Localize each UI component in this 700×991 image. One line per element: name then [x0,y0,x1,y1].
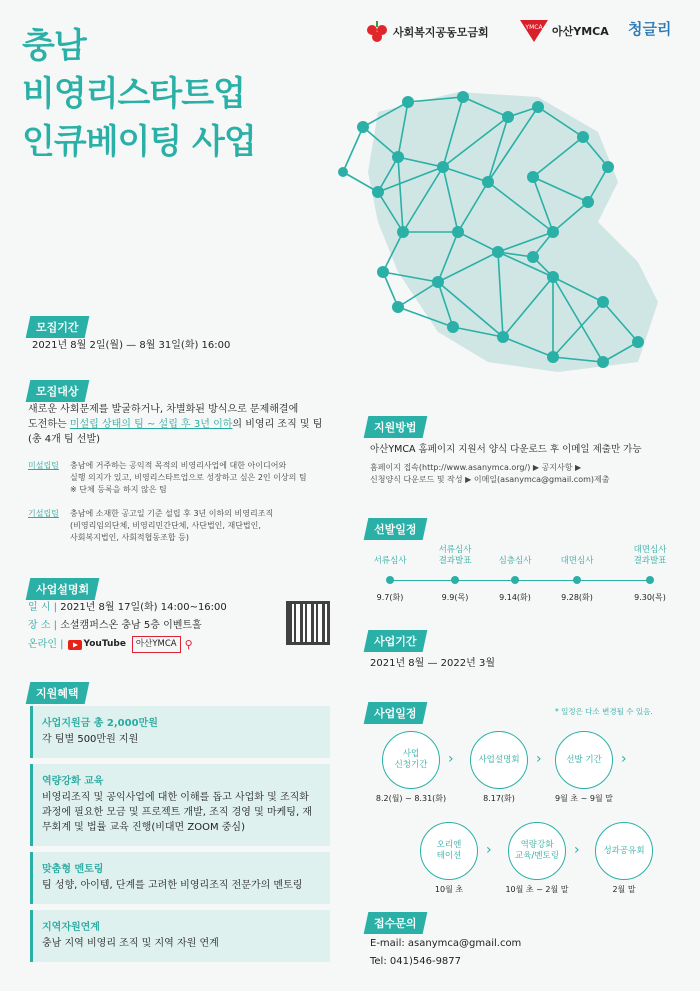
logo-chest-text: 사회복지공동모금회 [393,26,489,39]
selection-step-date: 9.30(목) [634,593,666,602]
logo-community-chest [366,20,489,44]
briefing-place-row: 장 소 | 소셜캠퍼스온 충남 5층 이벤트홀 [28,620,202,631]
benefit-box-1: 사업지원금 총 2,000만원 각 팀별 500만원 지원 [30,706,330,758]
page-title-line2: 비영리스타트업 [22,74,245,114]
chevron-right-icon: › [486,842,492,858]
schedule-step-circle: 성과공유회 [595,822,653,880]
schedule-step-circle: 오리엔 테이션 [420,822,478,880]
logo-cheong [628,18,671,39]
selection-step-dot [511,576,519,584]
selection-step-date: 9.9(목) [441,593,469,602]
schedule-step-date: 10월 초 ~ 2월 말 [505,885,569,894]
ymca-triangle-icon [520,20,548,42]
recruit-period-tag: 모집기간 [28,316,87,338]
selection-step-label: 심층심사 [498,556,532,566]
selection-step-label: 서류심사 [373,556,407,566]
apply-text: 아산YMCA 홈페이지 지원서 양식 다운로드 후 이메일 제출만 가능 [370,444,642,455]
selection-step-dot [451,576,459,584]
schedule-step-circle: 선발 기간 [555,731,613,789]
benefit-box-2: 역량강화 교육 비영리조직 및 공익사업에 대한 이해를 돕고 사업화 및 조직화 과정에 필요한 모금 및 프로젝트 개발, 조직 경영 및 마케팅, 재무회계 및 법률 교육 진행(비대면 ZOOM 중심) [30,764,330,846]
recruit-target-tag: 모집대상 [28,380,87,402]
apply-tag: 지원방법 [366,416,425,438]
schedule-step-date: 9월 초 ~ 9월 말 [555,794,613,803]
period-text: 2021년 8월 — 2022년 3월 [370,658,495,669]
selection-step-date: 9.14(화) [499,593,531,602]
pre-team-text: 충남에 거주하는 공익적 목적의 비영리사업에 대한 아이디어와 실행 의지가 있고, 비영리스타트업으로 성장하고 싶은 2인 이상의 팀 ※ 단체 등록을 하지 않은 팀 [70,461,307,494]
selection-step-label: 대면심사 결과발표 [633,545,667,566]
ymca-badge-text: YMCA [525,24,543,31]
briefing-online-row: 온라인 | YouTube 아산YMCA ⚲ [28,638,193,651]
search-box[interactable]: 아산YMCA [132,636,181,653]
schedule-step-circle: 사업 신청기간 [382,731,440,789]
benefit-box-4: 지역자원연계 충남 지역 비영리 조직 및 지역 자원 연계 [30,910,330,962]
fruit-icon [366,20,388,44]
benefits-tag: 지원혜택 [28,682,87,704]
search-icon[interactable]: ⚲ [184,638,193,651]
selection-tag: 선발일정 [366,518,425,540]
selection-step-label: 대면심사 [560,556,594,566]
contact-tag: 접수문의 [366,912,425,934]
recruit-target-desc: 새로운 사회문제를 발굴하거나, 차별화된 방식으로 문제해결에 도전하는 미설립 상태의 팀 ~ 설립 후 3년 이하의 비영리 조직 및 팀 (총 4개 팀 선발) [28,404,323,445]
pre-team-label: 미설립팀 [28,461,59,470]
chevron-right-icon: › [536,751,542,767]
contact-tel: Tel: 041)546-9877 [370,956,462,967]
schedule-step-date: 10월 초 [434,885,464,894]
logo-ymca [520,20,609,42]
youtube-icon [68,640,82,650]
selection-step-dot [386,576,394,584]
schedule-step-circle: 사업설명회 [470,731,528,789]
youtube-logo[interactable]: YouTube [68,637,126,652]
schedule-tag: 사업일정 [366,702,425,724]
period-tag: 사업기간 [366,630,425,652]
page-title-line3: 인큐베이팅 사업 [22,122,256,162]
schedule-step-circle: 역량강화 교육/멘토링 [508,822,566,880]
page-title-line1: 충남 [22,26,86,66]
logo-cheong-text: 청글리 [628,20,672,38]
briefing-tag: 사업설명회 [28,578,97,600]
selection-step-dot [573,576,581,584]
recruit-period-text: 2021년 8월 2일(월) — 8월 31일(화) 16:00 [32,340,231,351]
selection-timeline [370,545,670,605]
selection-step-dot [646,576,654,584]
selection-step-date: 9.28(화) [561,593,593,602]
qr-code[interactable] [286,601,330,645]
selection-step-date: 9.7(화) [376,593,404,602]
chevron-right-icon: › [448,751,454,767]
apply-path: 홈페이지 접속(http://www.asanymca.org/) ▶ 공지사항 ▶ 신청양식 다운로드 및 작성 ▶ 이메일(asanymca@gmail.com)제출 [370,463,610,484]
est-team-text: 충남에 소재한 공고일 기준 설립 후 3년 이하의 비영리조직 (비영리임의단체, 비영리민간단체, 사단법인, 재단법인, 사회복지법인, 사회적협동조합 등) [70,509,274,542]
contact-email: E-mail: asanymca@gmail.com [370,938,522,949]
chungnam-network-map [338,72,678,382]
chevron-right-icon: › [574,842,580,858]
benefit-box-3: 맞춤형 멘토링 팀 성향, 아이템, 단계를 고려한 비영리조직 전문가의 멘토링 [30,852,330,904]
schedule-step-date: 8.2(월) ~ 8.31(화) [375,794,447,803]
schedule-step-date: 8.17(화) [483,794,515,803]
schedule-step-date: 2월 말 [612,885,636,894]
selection-step-label: 서류심사 결과발표 [438,545,472,566]
briefing-date-row: 일 시 | 2021년 8월 17일(화) 14:00~16:00 [28,602,227,613]
logo-ymca-text: 아산YMCA [552,25,609,38]
est-team-label: 기설립팀 [28,509,59,518]
chevron-right-icon: › [621,751,627,767]
recruit-target-highlight: 미설립 상태의 팀 ~ 설립 후 3년 이하 [69,419,233,430]
schedule-note: * 일정은 다소 변경될 수 있음. [555,707,653,716]
